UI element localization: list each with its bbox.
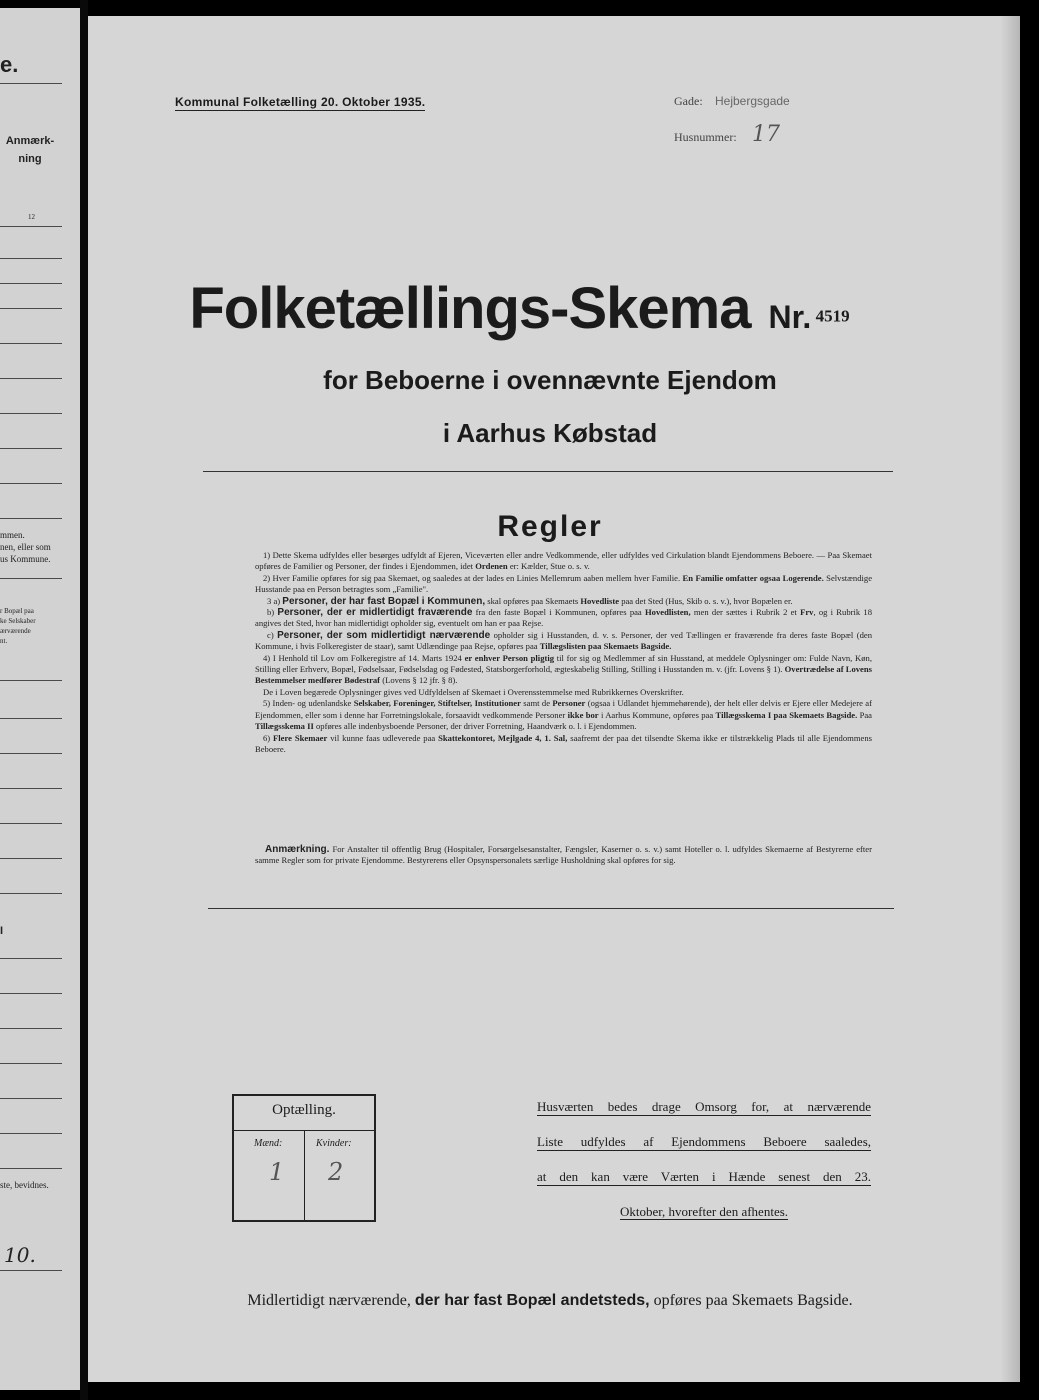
landlord-instructions xyxy=(537,1098,871,1237)
tally-women-value: 2 xyxy=(328,1158,344,1186)
rule-5: 5) Inden- og udenlandske Selskaber, Foreninger, Stiftelser, Institutioner samt de Personer (ogsaa i Udlandet hjemmehørende), der helt eller delvis er Ejere eller Medejere af Ejendommen, eller som i denne har Forretningslokale, forsaavidt vedkommende Personer ikke bor i Aarhus Kommune, opføres paa Tillægsskema I paa Skemaets Bagside. Paa Tillægsskema II opføres alle indenbysboende Personer, der driver Forretning, Haandværk o. l. i Ejendommen. xyxy=(255,698,872,732)
street-value: Hejbergsgade xyxy=(715,94,790,108)
divider-top xyxy=(203,471,893,472)
rule-6: 6) Flere Skemaer vil kunne faas udleverede paa Skattekontoret, Mejlgade 4, 1. Sal, saafremt der paa det tilsendte Skema ikke er tilstrækkelig Plads til alle Ejendommens Beboere. xyxy=(255,732,872,754)
left-marker: I xyxy=(0,925,4,937)
tally-column-divider xyxy=(304,1130,305,1220)
left-column-number: 12 xyxy=(28,213,35,221)
instruction-line: Husværten bedes drage Omsorg for, at nærværende xyxy=(537,1099,871,1114)
previous-page-strip xyxy=(0,8,80,1390)
tally-box xyxy=(232,1094,376,1222)
tally-men-value: 1 xyxy=(269,1158,285,1186)
census-header: Kommunal Folketælling 20. Oktober 1935. xyxy=(175,95,426,109)
title-nr-label: Nr. xyxy=(768,299,812,335)
subtitle-town: i Aarhus Købstad xyxy=(442,418,658,448)
left-fragment: mmen. xyxy=(0,530,25,540)
instruction-line: Oktober, hvorefter den afhentes. xyxy=(619,1204,789,1219)
rule-1: 1) Dette Skema udfyldes eller besørges udfyldt af Ejeren, Viceværten eller andre Vedkommende, eller udfyldes ved Cirkulation blandt Ejendommens Beboere. — Paa Skemaet opføres de Familier og Personer, der findes i Ejendommen, idet Ordenen er: Kælder, Stue o. s. v. xyxy=(255,550,872,572)
left-fragment: ærværende xyxy=(0,627,31,635)
rule-3b: b) Personer, der er midlertidigt fraværende fra den faste Bopæl i Kommunen, opføres paa Hovedlisten, men der sættes i Rubrik 2 et Frv, og i Rubrik 18 angives det Sted, hvor han midlertidigt opholder sig, eventuelt om han er paa Rejse. xyxy=(255,607,873,629)
page-edge-shade xyxy=(1000,16,1020,1382)
rule-2: 2) Hver Familie opføres for sig paa Skemaet, og saaledes at der lades en Linies Mellemrum aaben mellem hver Familie. En Familie omfatter ogsaa Logerende. Selvstændige Husstande paa en Person betragtes som „Familie". xyxy=(255,572,873,595)
subtitle-residents: for Beboerne i ovennævnte Ejendom xyxy=(323,365,777,395)
left-fragment: ke Selskaber xyxy=(0,617,36,625)
left-fragment: r Bopæl paa xyxy=(0,607,34,615)
divider-bottom xyxy=(208,908,894,909)
form-title xyxy=(0,275,1039,342)
rules-heading: Regler xyxy=(497,510,603,543)
remark-label: Anmærkning. xyxy=(265,844,330,855)
title-main: Folketællings-Skema xyxy=(189,276,751,341)
instruction-line: Liste udfyldes af Ejendommens Beboere saaledes, xyxy=(537,1134,871,1149)
left-fragment: nen, eller som xyxy=(0,542,51,552)
left-fragment: ste, bevidnes. xyxy=(0,1180,49,1190)
form-number: 4519 xyxy=(815,306,850,326)
remark-text: For Anstalter til offentlig Brug (Hospitaler, Forsørgelsesanstalter, Fængsler, Kaserner o. s. v.) samt Hoteller o. l. udfyldes Skemaerne af Bestyrerne efter samme Regler som for private Ejendomme. Bestyrerens eller Opsynspersonalets særlige Husholdning skal opføres for sig. xyxy=(255,844,872,866)
left-heading-fragment: e. xyxy=(0,52,19,77)
book-gutter xyxy=(80,0,88,1400)
street-label: Gade: xyxy=(674,94,703,108)
instruction-line: at den kan være Værten i Hænde senest den 23. xyxy=(537,1169,871,1184)
tally-women-label: Kvinder: xyxy=(316,1138,352,1149)
left-fragment: us Kommune. xyxy=(0,554,51,564)
left-handwritten-total: 10. xyxy=(4,1243,36,1267)
tally-title: Optælling. xyxy=(272,1102,336,1118)
left-fragment: nt. xyxy=(0,637,8,645)
left-column-header: Anmærk- ning xyxy=(5,135,55,165)
rule-4: 4) I Henhold til Lov om Folkeregistre af 14. Marts 1924 er enhver Person pligtig til for sig og Medlemmer af sin Husstand, at meddele Oplysninger om: Fulde Navn, Køn, Stilling eller Erhverv, Bopæl, Fødselsaar, Fødselsdag og Fødested, Statsborgerforhold, ægteskabelig Stilling, Stilling i Husstanden m. v. (jfr. Lovens § 1). Overtrædelse af Lovens Bestemmelser medfører Bødestraf (Lovens § 12 jfr. § 8). xyxy=(255,652,872,686)
rule-3a: 3 a) Personer, der har fast Bopæl i Kommunen, skal opføres paa Skemaets Hovedliste paa det Sted (Hus, Skib o. s. v.), hvor Bopælen er. xyxy=(267,595,793,607)
tally-men-label: Mænd: xyxy=(254,1138,283,1149)
house-number-value: 17 xyxy=(752,122,780,147)
house-number-label: Husnummer: xyxy=(674,130,737,144)
rule-3c: c) Personer, der som midlertidigt nærværende opholder sig i Husstanden, d. v. s. Personer, der ved Tællingen er fraværende fra deres faste Bopæl (den Kommune, i hvis Folkeregister de staar), samt Udlændinge paa Rejse, opføres paa Tillægslisten paa Skemaets Bagside. xyxy=(255,629,873,652)
rule-4-note: De i Loven begærede Oplysninger gives ved Udfyldelsen af Skemaet i Overensstemmelse med Rubrikkernes Overskrifter. xyxy=(263,686,684,697)
rules-text xyxy=(255,550,872,755)
footer-note: Midlertidigt nærværende, der har fast Bopæl andetsteds, opføres paa Skemaets Bagside. xyxy=(247,1292,853,1309)
remark-note xyxy=(255,844,872,867)
